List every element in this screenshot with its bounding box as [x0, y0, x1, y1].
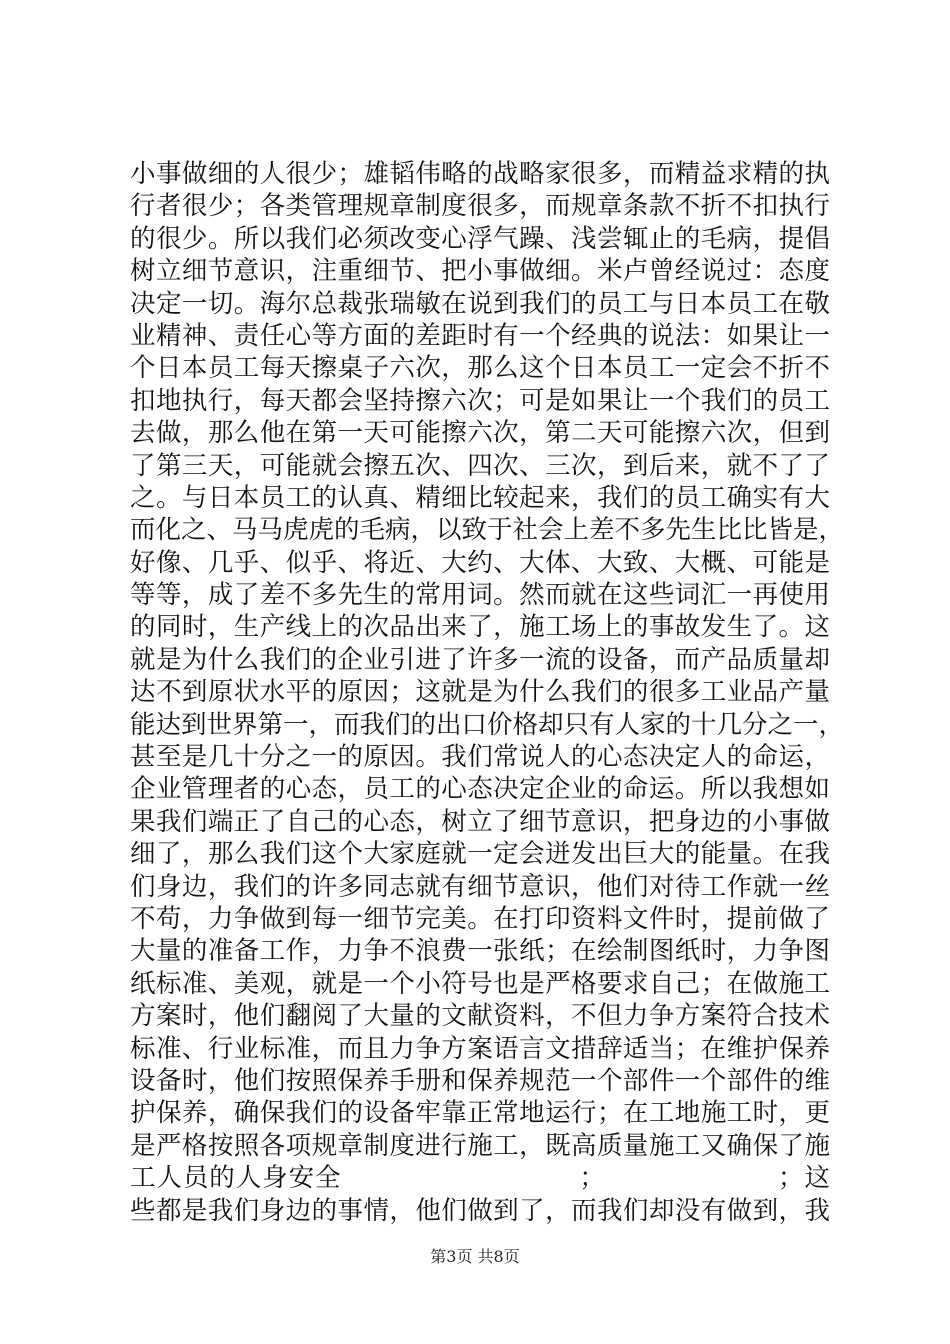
text-line: 了第三天，可能就会擦五次、四次、三次，到后来，就不了了: [130, 450, 830, 481]
text-line: 甚至是几十分之一的原因。我们常说人的心态决定人的命运，: [130, 742, 830, 773]
text-line: 小事做细的人很少；雄韬伟略的战略家很多，而精益求精的执: [130, 159, 830, 189]
text-line: 设备时，他们按照保养手册和保养规范一个部件一个部件的维: [130, 1065, 830, 1096]
page-number-footer: 第3页 共8页: [430, 1247, 520, 1266]
text-line: 去做，那么他在第一天可能擦六次，第二天可能擦六次，但到: [130, 418, 830, 449]
text-line: 大量的准备工作，力争不浪费一张纸；在绘制图纸时，力争图: [130, 936, 830, 967]
text-line: 的同时，生产线上的次品出来了，施工场上的事故发生了。这: [130, 612, 830, 643]
text-line: 工人员的人身安全 ； ；这: [130, 1163, 830, 1194]
text-line: 等等，成了差不多先生的常用词。然而就在这些词汇一再使用: [130, 580, 830, 611]
text-line: 是严格按照各项规章制度进行施工，既高质量施工又确保了施: [130, 1130, 830, 1161]
text-line: 之。与日本员工的认真、精细比较起来，我们的员工确实有大: [130, 482, 830, 513]
text-line: 行者很少；各类管理规章制度很多，而规章条款不折不扣执行: [130, 191, 830, 222]
text-line: 企业管理者的心态，员工的心态决定企业的命运。所以我想如: [130, 774, 830, 805]
text-line: 些都是我们身边的事情，他们做到了，而我们却没有做到，我: [130, 1195, 830, 1226]
text-line: 好像、几乎、似乎、将近、大约、大体、大致、大概、可能是: [130, 547, 830, 578]
text-line: 护保养，确保我们的设备牢靠正常地运行；在工地施工时，更: [130, 1098, 830, 1129]
text-line: 扣地执行，每天都会坚持擦六次；可是如果让一个我们的员工: [130, 385, 830, 416]
text-line: 细了，那么我们这个大家庭就一定会迸发出巨大的能量。在我: [130, 839, 830, 870]
text-line: 不苟，力争做到每一细节完美。在打印资料文件时，提前做了: [130, 903, 830, 934]
text-line: 们身边，我们的许多同志就有细节意识，他们对待工作就一丝: [130, 871, 830, 902]
text-line: 达不到原状水平的原因；这就是为什么我们的很多工业品产量: [130, 677, 830, 708]
text-line: 而化之、马马虎虎的毛病，以致于社会上差不多先生比比皆是，: [130, 515, 845, 546]
text-line: 个日本员工每天擦桌子六次，那么这个日本员工一定会不折不: [130, 353, 830, 384]
text-line: 标准、行业标准，而且力争方案语言文措辞适当；在维护保养: [130, 1033, 830, 1064]
text-line: 果我们端正了自己的心态，树立了细节意识，把身边的小事做: [130, 806, 830, 837]
text-line: 就是为什么我们的企业引进了许多一流的设备，而产品质量却: [130, 644, 830, 675]
text-line: 业精神、责任心等方面的差距时有一个经典的说法：如果让一: [130, 320, 830, 351]
body-text: [130, 158, 845, 1227]
text-line: 的很少。所以我们必须改变心浮气躁、浅尝辄止的毛病，提倡: [130, 223, 830, 254]
text-line: 能达到世界第一，而我们的出口价格却只有人家的十几分之一，: [130, 709, 845, 740]
text-line: 方案时，他们翻阅了大量的文献资料，不但力争方案符合技术: [130, 1001, 830, 1032]
text-line: 纸标准、美观，就是一个小符号也是严格要求自己；在做施工: [130, 968, 830, 999]
text-line: 决定一切。海尔总裁张瑞敏在说到我们的员工与日本员工在敬: [130, 288, 830, 319]
text-line: 树立细节意识，注重细节、把小事做细。米卢曾经说过：态度: [130, 256, 830, 287]
